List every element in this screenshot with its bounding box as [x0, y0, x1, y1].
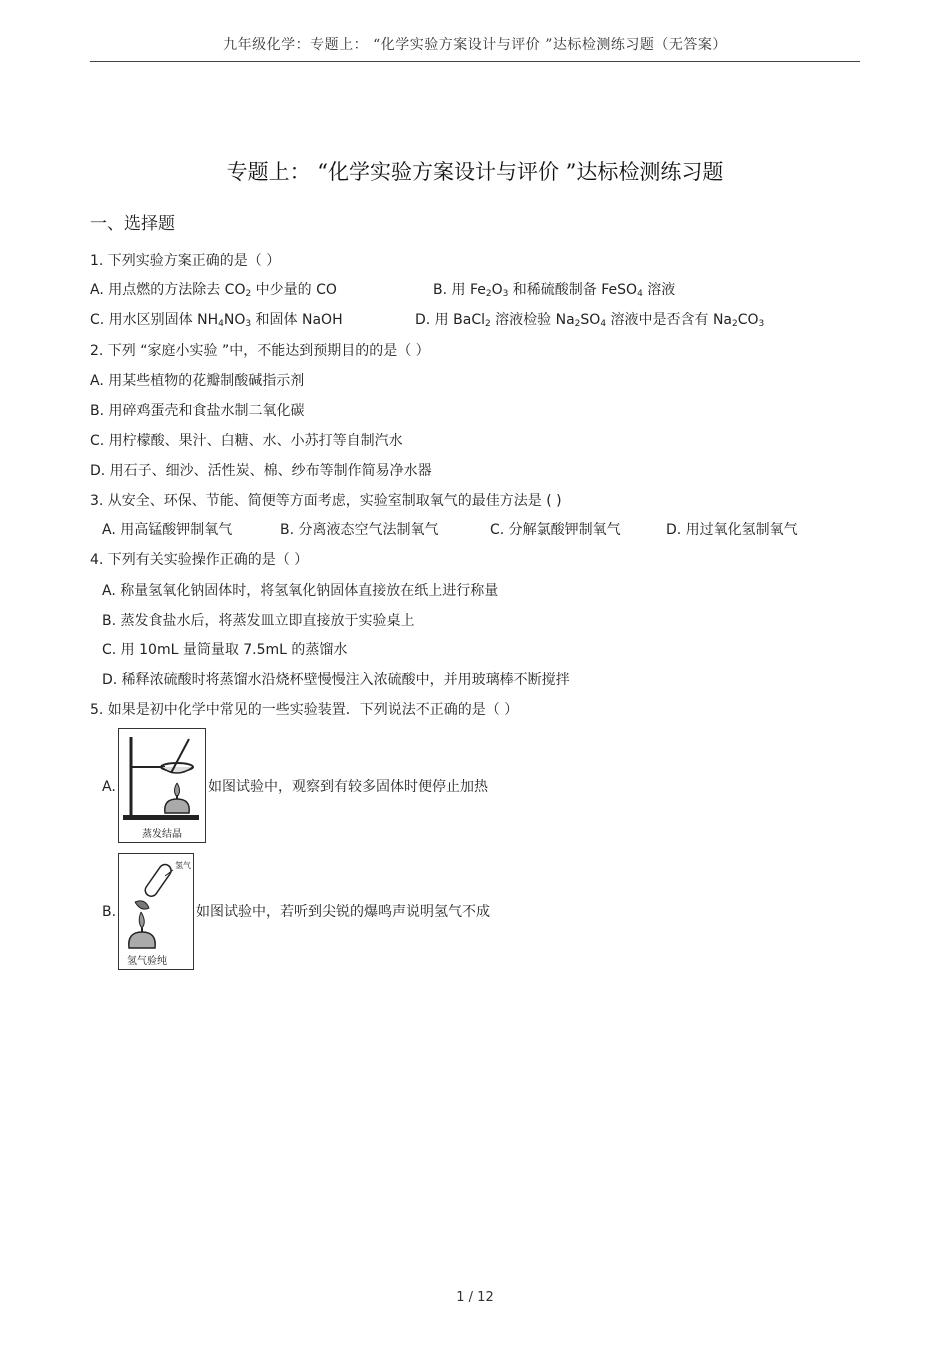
question-2-option-a: A. 用某些植物的花瓣制酸碱指示剂	[90, 373, 305, 389]
question-5-option-b-text: 如图试验中，若听到尖锐的爆鸣声说明氢气不成	[196, 904, 490, 920]
question-4-option-b: B. 蒸发食盐水后，将蒸发皿立即直接放于实验桌上	[102, 613, 415, 629]
question-1-option-b: B. 用 $Fe_2O_3$ 和稀硫酸制备 FeSO$_4$ 溶液	[433, 282, 676, 299]
question-1-stem: 1. 下列实验方案正确的是（ ）	[90, 253, 281, 269]
question-3-option-b: B. 分离液态空气法制氧气	[280, 522, 439, 538]
page-header: 九年级化学：专题上： “化学实验方案设计与评价 ”达标检测练习题（无答案）	[223, 37, 727, 53]
question-3-option-c: C. 分解氯酸钾制氧气	[490, 522, 621, 538]
question-2-option-c: C. 用柠檬酸、果汁、白糖、水、小苏打等自制汽水	[90, 433, 403, 449]
question-1-option-c: C. 用水区别固体 $NH_4NO_3$ 和固体 NaOH	[90, 312, 343, 329]
question-5-option-a-label: A.	[102, 779, 116, 795]
evaporation-apparatus-image	[117, 727, 207, 845]
question-5-option-a-text: 如图试验中，观察到有较多固体时便停止加热	[208, 779, 488, 795]
page-number: 1 / 12	[456, 1290, 494, 1305]
question-4-option-c: C. 用 10mL 量筒量取 7.5mL 的蒸馏水	[102, 642, 348, 658]
hydrogen-label: 氢气	[175, 861, 191, 870]
question-5-stem: 5. 如果是初中化学中常见的一些实验装置．下列说法不正确的是（ ）	[90, 702, 519, 718]
evaporation-caption: 蒸发结晶	[142, 829, 182, 840]
question-1-option-d: D. 用 BaCl$_2$ 溶液检验 $Na_2SO_4$ 溶液中是否含有 $Na_2CO_3$	[415, 312, 765, 329]
section-heading: 一、选择题	[90, 214, 175, 234]
hydrogen-purity-test-image	[117, 852, 195, 972]
document-title: 专题上： “化学实验方案设计与评价 ”达标检测练习题	[226, 160, 724, 184]
question-4-option-d: D. 稀释浓硫酸时将蒸馏水沿烧杯壁慢慢注入浓硫酸中，并用玻璃棒不断搅拌	[102, 672, 570, 688]
question-1-option-a: A. 用点燃的方法除去 $CO_2$ 中少量的 CO	[90, 282, 337, 299]
hydrogen-caption: 氢气验纯	[127, 956, 167, 967]
question-2-stem: 2. 下列 “家庭小实验 ”中，不能达到预期目的的是（ ）	[90, 343, 430, 359]
question-3-option-a: A. 用高锰酸钾制氧气	[102, 522, 233, 538]
question-4-stem: 4. 下列有关实验操作正确的是（ ）	[90, 552, 309, 568]
question-3-stem: 3. 从安全、环保、节能、简便等方面考虑，实验室制取氧气的最佳方法是 ( )	[90, 493, 562, 509]
question-4-option-a: A. 称量氢氧化钠固体时，将氢氧化钠固体直接放在纸上进行称量	[102, 583, 499, 599]
hydrogen-purity-test-drawing	[117, 852, 195, 972]
header-divider	[90, 61, 860, 62]
evaporation-apparatus-drawing	[117, 727, 207, 845]
question-2-option-d: D. 用石子、细沙、活性炭、棉、纱布等制作简易净水器	[90, 463, 432, 479]
question-5-option-b-label: B.	[102, 904, 117, 920]
question-3-option-d: D. 用过氧化氢制氧气	[666, 522, 798, 538]
question-2-option-b: B. 用碎鸡蛋壳和食盐水制二氧化碳	[90, 403, 305, 419]
